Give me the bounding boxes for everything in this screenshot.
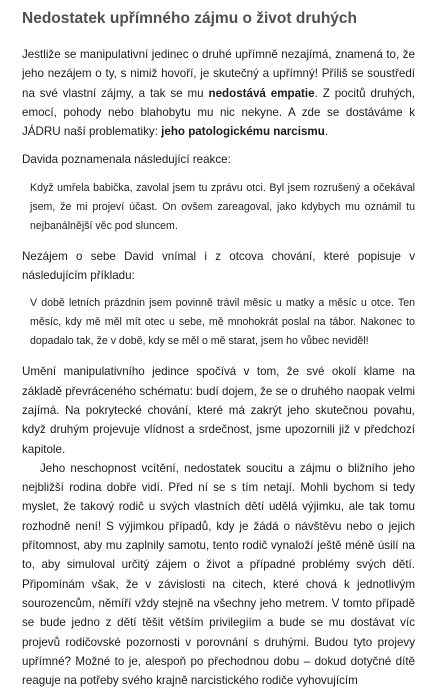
intro-emphasis-narcissism: jeho patologickému narcismu: [161, 125, 325, 139]
paragraph-intro: [22, 45, 415, 141]
paragraph-lack-of-empathy: Jeho neschopnost vcítění, nedostatek soucitu a zájmu o bližního jeho nejbližší rodina dobře vidí. Před ní se s tím netají. Mohli bychom si tedy myslet, že takový rodič u svých vlastních dětí udělá výjimku, ale tak tomu rozhodně není! S výjimkou případů, kdy je žádá o návštěvu nebo o jejich přítomnost, aby mu zaplnily samotu, tento rodič vynaloží ještě méně úsilí na to, aby simuloval určitý zájem o život a případné problémy svých dětí. Připomínám však, že v závislosti na citech, které chová k jednotlivým sourozencům, němíří vždy stejně na všechny jeho metrem. V tomto případě se bude jedno z dětí těšit větším privilegiím a bude se mu dostávat víc projevů rodičovské pozornosti v porovnání s druhými. Budou tyto projevy upřímné? Možné to je, alespoň po přechodnou dobu – dokud dotyčné dítě reaguje na potřeby svého krajně narcistického rodiče vyhovujícím: [22, 461, 415, 688]
intro-text-2: . Z pocitů druhých, emocí, pohody nebo blahobytu mu nic nekyne. A zde se dostáváme k JÁDRU naší problematiky:: [22, 86, 415, 139]
intro-text-3: .: [324, 125, 329, 139]
quote-grandmother: Když umřela babička, zavolal jsem tu zprávu otci. Byl jsem rozrušený a očekával jsem, že mi projeví účast. On ovšem zareagoval, jako kdybych mu oznámil tu nejbanálnější věc pod sluncem.: [30, 181, 415, 232]
intro-text-1: Jestliže se manipulativní jedinec o druhé upřímně nezajímá, znamená to, že jeho nezájem o ty, s nimiž hovoří, je skutečný a upřímný! Příliš se soustředí na své vlastní zájmy, a tak se mu: [22, 48, 415, 100]
paragraph-manipulation-art: Umění manipulativního jedince spočívá v tom, že své okolí klame na základě převráceného schématu: budí dojem, že se o druhého naopak velmi zajímá. Na pokrytecké chování, které má zakrýt jeho skutečnou povahu, když druhým projevuje vlídnost a srdečnost, jsme upozornili již v předchozí kapitole.: [22, 365, 415, 456]
intro-emphasis-empathy: nedostává empatie: [208, 86, 315, 100]
section-heading: Nedostatek upřímného zájmu o život druhých: [22, 10, 358, 27]
quote-summer-holidays: V době letních prázdnin jsem povinně trávil měsíc u matky a měsíc u otce. Ten měsíc, kdy mě měl mít otec u sebe, mě mnohokrát poslal na tábor. Nakonec to dopadalo tak, že v době, kdy se měl o mě starat, jsem ho vůbec neviděl!: [30, 297, 415, 348]
paragraph-father-behavior: Nezájem o sebe David vnímal i z otcova chování, které popisuje v následujícím příkladu:: [22, 249, 415, 283]
paragraph-david-reaction: Davida poznamenala následující reakce:: [22, 153, 231, 167]
